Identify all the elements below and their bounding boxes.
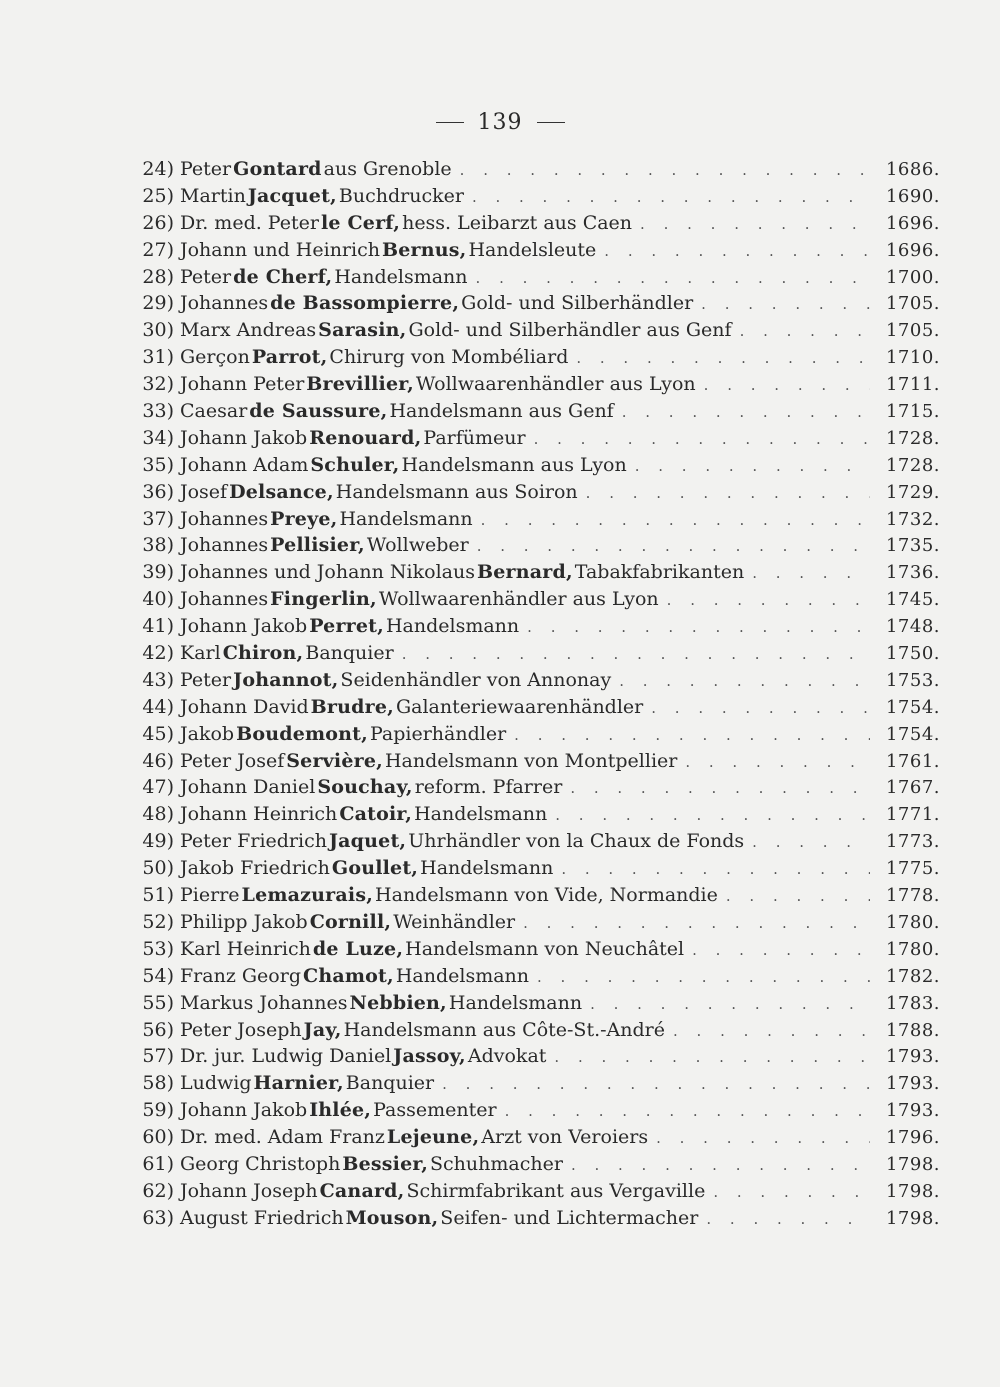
description: Handelsmann [334, 265, 468, 288]
list-item [134, 454, 940, 481]
given-names: Ludwig [180, 1072, 252, 1095]
list-item [134, 373, 940, 400]
entry-number: 35) [142, 453, 174, 476]
surname: Delsance, [229, 480, 334, 503]
surname: de Bassompierre, [270, 292, 460, 315]
description: Handelsmann aus Genf [389, 400, 614, 423]
given-names: Dr. med. Peter [180, 211, 319, 234]
given-names: August Friedrich [180, 1206, 344, 1229]
entry-number: 60) [142, 1126, 174, 1149]
surname: Fingerlin, [270, 588, 377, 611]
description: aus Grenoble [323, 158, 452, 180]
surname: Ihlée, [309, 1099, 372, 1122]
list-item [134, 212, 940, 239]
description: Gold- und Silberhändler aus Genf [408, 319, 732, 342]
year: 1705. [885, 320, 940, 342]
list-item [134, 427, 940, 454]
entry-number: 29) [142, 292, 174, 315]
description: Handelsleute [468, 238, 597, 261]
entry-number: 39) [142, 561, 174, 584]
surname: Souchay, [317, 776, 413, 799]
list-item [134, 561, 940, 588]
given-names: Philipp Jakob [180, 910, 308, 933]
dot-leader [752, 833, 870, 851]
year: 1715. [885, 401, 940, 423]
year: 1783. [885, 992, 940, 1014]
description: Weinhändler [393, 910, 516, 933]
given-names: Johann Jakob [180, 615, 308, 638]
year: 1788. [885, 1019, 940, 1041]
year: 1711. [885, 374, 940, 396]
surname: Goullet, [331, 857, 419, 880]
dot-leader [534, 430, 870, 448]
surname: Lemazurais, [241, 884, 374, 907]
surname: Bernus, [381, 238, 467, 261]
dot-leader [713, 1183, 870, 1201]
description: Seifen- und Lichtermacher [440, 1206, 699, 1229]
dot-leader [673, 1022, 870, 1040]
surname: Mouson, [345, 1206, 439, 1229]
dot-leader [442, 1075, 870, 1093]
given-names: Johann und Heinrich [180, 238, 380, 261]
surname: Bernard, [476, 561, 573, 584]
year: 1745. [885, 589, 940, 611]
dot-leader [590, 995, 870, 1013]
surname: Perret, [309, 615, 384, 638]
given-names: Johannes [180, 534, 269, 557]
dot-leader [537, 968, 870, 986]
list-item [134, 1099, 940, 1126]
description: Schirmfabrikant aus Vergaville [406, 1179, 706, 1202]
description: Arzt von Veroiers [481, 1126, 649, 1149]
surname: Chiron, [222, 642, 304, 665]
entry-number: 30) [142, 319, 174, 342]
list-item [134, 239, 940, 266]
given-names: Franz Georg [180, 964, 301, 987]
dot-leader [481, 511, 870, 529]
given-names: Peter [180, 668, 232, 691]
list-item [134, 1126, 940, 1153]
given-names: Jakob [180, 722, 235, 745]
list-item [134, 346, 940, 373]
entry-number: 33) [142, 400, 174, 423]
list-item [134, 803, 940, 830]
list-item [134, 266, 940, 293]
year: 1796. [885, 1127, 940, 1149]
entry-number: 26) [142, 211, 174, 234]
year: 1736. [885, 562, 940, 584]
year: 1750. [885, 643, 940, 665]
given-names: Johann David [180, 695, 309, 718]
given-names: Peter Joseph [180, 1018, 302, 1041]
list-item [134, 1180, 940, 1207]
list-item [134, 696, 940, 723]
description: Handelsmann [395, 964, 530, 987]
surname: Sarasin, [318, 319, 407, 342]
dot-leader [477, 537, 870, 555]
dot-leader [656, 1129, 870, 1147]
given-names: Johann Peter [180, 373, 305, 396]
description: Tabakfabrikanten [574, 561, 745, 584]
list-item [134, 992, 940, 1019]
dot-leader [604, 242, 870, 260]
year: 1798. [885, 1180, 940, 1202]
dot-leader [571, 1156, 870, 1174]
description: Handelsmann aus Lyon [401, 453, 627, 476]
entry-number: 25) [142, 184, 174, 207]
surname: Servière, [286, 749, 383, 772]
description: Handelsmann von Vide, Normandie [375, 884, 718, 907]
year: 1767. [885, 777, 940, 799]
year: 1798. [885, 1153, 940, 1175]
list-item [134, 615, 940, 642]
dot-leader [640, 215, 870, 233]
entry-number: 28) [142, 265, 174, 288]
list-item [134, 292, 940, 319]
year: 1690. [885, 185, 940, 207]
description: Papierhändler [369, 722, 507, 745]
entry-number: 48) [142, 803, 174, 826]
year: 1773. [885, 831, 940, 853]
entry-number: 31) [142, 346, 174, 369]
surname: Catoir, [339, 803, 413, 826]
surname: Johannot, [233, 668, 339, 691]
list-item [134, 400, 940, 427]
given-names: Dr. jur. Ludwig Daniel [180, 1045, 392, 1068]
surname: Canard, [319, 1179, 405, 1202]
given-names: Johann Adam [180, 453, 309, 476]
surname: Brudre, [310, 695, 394, 718]
given-names: Jakob Friedrich [180, 857, 330, 880]
description: Passementer [373, 1099, 497, 1122]
page-number: 139 [477, 110, 523, 135]
dot-leader [692, 941, 870, 959]
entry-number: 46) [142, 749, 174, 772]
description: Schuhmacher [430, 1152, 563, 1175]
entry-number: 43) [142, 668, 174, 691]
description: reform. Pfarrer [414, 776, 563, 799]
dot-leader [514, 726, 870, 744]
surname: Brevillier, [306, 373, 414, 396]
description: Advokat [467, 1045, 547, 1068]
list-item [134, 911, 940, 938]
description: Handelsmann [448, 991, 583, 1014]
dot-leader [726, 887, 870, 905]
entry-number: 55) [142, 991, 174, 1014]
list-item [134, 1207, 940, 1234]
given-names: Peter [180, 265, 232, 288]
year: 1732. [885, 508, 940, 530]
list-item [134, 588, 940, 615]
entry-number: 59) [142, 1099, 174, 1122]
list-item [134, 185, 940, 212]
list-item [134, 1045, 940, 1072]
entry-number: 38) [142, 534, 174, 557]
year: 1780. [885, 911, 940, 933]
entry-number: 49) [142, 830, 174, 853]
given-names: Marx Andreas [180, 319, 317, 342]
given-names: Johann Jakob [180, 1099, 308, 1122]
list-item [134, 965, 940, 992]
dot-leader [622, 403, 870, 421]
entry-number: 52) [142, 910, 174, 933]
description: Wollwaarenhändler aus Lyon [415, 373, 696, 396]
given-names: Dr. med. Adam Franz [180, 1126, 385, 1149]
dot-leader [554, 1048, 870, 1066]
given-names: Peter [180, 158, 232, 180]
description: Seidenhändler von Annonay [340, 668, 612, 691]
entry-number: 57) [142, 1045, 174, 1068]
year: 1798. [885, 1207, 940, 1229]
given-names: Johann Daniel [180, 776, 316, 799]
given-names: Johann Joseph [180, 1179, 318, 1202]
description: Handelsmann von Neuchâtel [405, 937, 685, 960]
dot-leader [555, 806, 870, 824]
dot-leader [505, 1102, 870, 1120]
given-names: Caesar [180, 400, 248, 423]
given-names: Karl [180, 642, 221, 665]
list-item [134, 1072, 940, 1099]
description: Chirurg von Mombéliard [329, 346, 569, 369]
year: 1728. [885, 454, 940, 476]
description: Banquier [305, 642, 394, 665]
year: 1686. [885, 159, 940, 180]
dot-leader [685, 753, 870, 771]
description: Galanteriewaarenhändler [395, 695, 644, 718]
description: Handelsmann aus Côte-St.-André [343, 1018, 665, 1041]
surname: Lejeune, [386, 1126, 480, 1149]
given-names: Karl Heinrich [180, 937, 311, 960]
entry-number: 53) [142, 937, 174, 960]
description: Handelsmann [339, 507, 473, 530]
list-item [134, 723, 940, 750]
list-item [134, 534, 940, 561]
list-item [134, 857, 940, 884]
list-item [134, 158, 940, 185]
year: 1696. [885, 212, 940, 234]
year: 1782. [885, 965, 940, 987]
given-names: Johann Heinrich [180, 803, 338, 826]
surname: Chamot, [303, 964, 394, 987]
surname: Boudemont, [236, 722, 368, 745]
description: Handelsmann [420, 857, 554, 880]
year: 1793. [885, 1046, 940, 1068]
dot-leader [561, 860, 870, 878]
description: Gold- und Silberhändler [461, 292, 694, 315]
entry-number: 44) [142, 695, 174, 718]
year: 1700. [885, 266, 940, 288]
surname: Jay, [303, 1018, 342, 1041]
dot-leader [667, 591, 870, 609]
year: 1728. [885, 427, 940, 449]
list-item [134, 481, 940, 508]
entry-number: 54) [142, 964, 174, 987]
dot-leader [651, 699, 870, 717]
dot-leader [752, 564, 870, 582]
surname: le Cerf, [320, 211, 401, 234]
year: 1735. [885, 535, 940, 557]
dot-leader [402, 645, 870, 663]
entry-number: 63) [142, 1206, 174, 1229]
surname: Renouard, [309, 426, 422, 449]
given-names: Pierre [180, 884, 240, 907]
entry-number: 42) [142, 642, 174, 665]
year: 1748. [885, 616, 940, 638]
surname: Jacquet, [247, 184, 337, 207]
entry-number: 41) [142, 615, 174, 638]
year: 1729. [885, 481, 940, 503]
surname: de Luze, [312, 937, 404, 960]
surname: de Cherf, [233, 265, 333, 288]
entry-number: 45) [142, 722, 174, 745]
dot-leader [472, 188, 870, 206]
year: 1754. [885, 723, 940, 745]
year: 1761. [885, 750, 940, 772]
surname: Gontard [233, 158, 322, 180]
given-names: Martin [180, 184, 246, 207]
list-item [134, 776, 940, 803]
year: 1705. [885, 293, 940, 315]
surname: Parrot, [251, 346, 328, 369]
entry-number: 47) [142, 776, 174, 799]
surname: Harnier, [253, 1072, 344, 1095]
description: Handelsmann [385, 615, 520, 638]
dot-leader [706, 1210, 870, 1228]
right-ornament-rule [537, 122, 565, 123]
given-names: Georg Christoph [180, 1152, 341, 1175]
entry-number: 36) [142, 480, 174, 503]
description: hess. Leibarzt aus Caen [402, 211, 633, 234]
surname: Bessier, [342, 1152, 429, 1175]
year: 1775. [885, 858, 940, 880]
year: 1753. [885, 669, 940, 691]
year: 1710. [885, 347, 940, 369]
year: 1793. [885, 1100, 940, 1122]
dot-leader [619, 672, 870, 690]
surname: Nebbien, [349, 991, 447, 1014]
entry-number: 27) [142, 238, 174, 261]
list-item [134, 319, 940, 346]
given-names: Johannes und Johann Nikolaus [180, 561, 475, 584]
list-item [134, 642, 940, 669]
list-item [134, 884, 940, 911]
list-item [134, 1019, 940, 1046]
description: Handelsmann aus Soiron [335, 480, 578, 503]
entry-number: 40) [142, 588, 174, 611]
entry-number: 56) [142, 1018, 174, 1041]
description: Buchdrucker [338, 184, 464, 207]
surname: Preye, [270, 507, 338, 530]
dot-leader [586, 484, 870, 502]
surname: Pellisier, [270, 534, 365, 557]
description: Uhrhändler von la Chaux de Fonds [408, 830, 745, 853]
dot-leader [704, 376, 870, 394]
year: 1696. [885, 239, 940, 261]
dot-leader [576, 349, 870, 367]
entry-list [134, 158, 940, 1234]
given-names: Johannes [180, 507, 269, 530]
surname: Schuler, [310, 453, 400, 476]
description: Parfümeur [423, 426, 526, 449]
year: 1771. [885, 804, 940, 826]
entry-number: 34) [142, 426, 174, 449]
dot-leader [476, 269, 870, 287]
dot-leader [527, 618, 870, 636]
given-names: Josef [180, 480, 228, 503]
year: 1780. [885, 938, 940, 960]
description: Handelsmann von Montpellier [384, 749, 678, 772]
surname: Jassoy, [393, 1045, 466, 1068]
description: Handelsmann [414, 803, 548, 826]
surname: Cornill, [309, 910, 392, 933]
entry-number: 61) [142, 1152, 174, 1175]
given-names: Peter Josef [180, 749, 285, 772]
page-header [0, 110, 1000, 135]
entry-number: 58) [142, 1072, 174, 1095]
given-names: Johannes [180, 292, 269, 315]
entry-number: 32) [142, 373, 174, 396]
entry-number: 50) [142, 857, 174, 880]
entry-number: 37) [142, 507, 174, 530]
description: Wollwaarenhändler aus Lyon [378, 588, 659, 611]
list-item [134, 750, 940, 777]
dot-leader [523, 914, 870, 932]
entry-number: 51) [142, 884, 174, 907]
list-item [134, 830, 940, 857]
year: 1778. [885, 885, 940, 907]
left-ornament-rule [436, 122, 464, 123]
list-item [134, 938, 940, 965]
surname: de Saussure, [249, 400, 388, 423]
given-names: Peter Friedrich [180, 830, 327, 853]
surname: Jaquet, [328, 830, 407, 853]
year: 1793. [885, 1073, 940, 1095]
dot-leader [635, 457, 870, 475]
dot-leader [460, 161, 870, 179]
given-names: Gerçon [180, 346, 250, 369]
year: 1754. [885, 696, 940, 718]
list-item [134, 1153, 940, 1180]
dot-leader [740, 322, 870, 340]
dot-leader [570, 779, 870, 797]
list-item [134, 508, 940, 535]
description: Banquier [345, 1072, 435, 1095]
given-names: Markus Johannes [180, 991, 348, 1014]
description: Wollweber [366, 534, 469, 557]
dot-leader [701, 295, 870, 313]
given-names: Johannes [180, 588, 269, 611]
entry-number: 62) [142, 1179, 174, 1202]
given-names: Johann Jakob [180, 426, 308, 449]
list-item [134, 669, 940, 696]
entry-number: 24) [142, 158, 174, 180]
